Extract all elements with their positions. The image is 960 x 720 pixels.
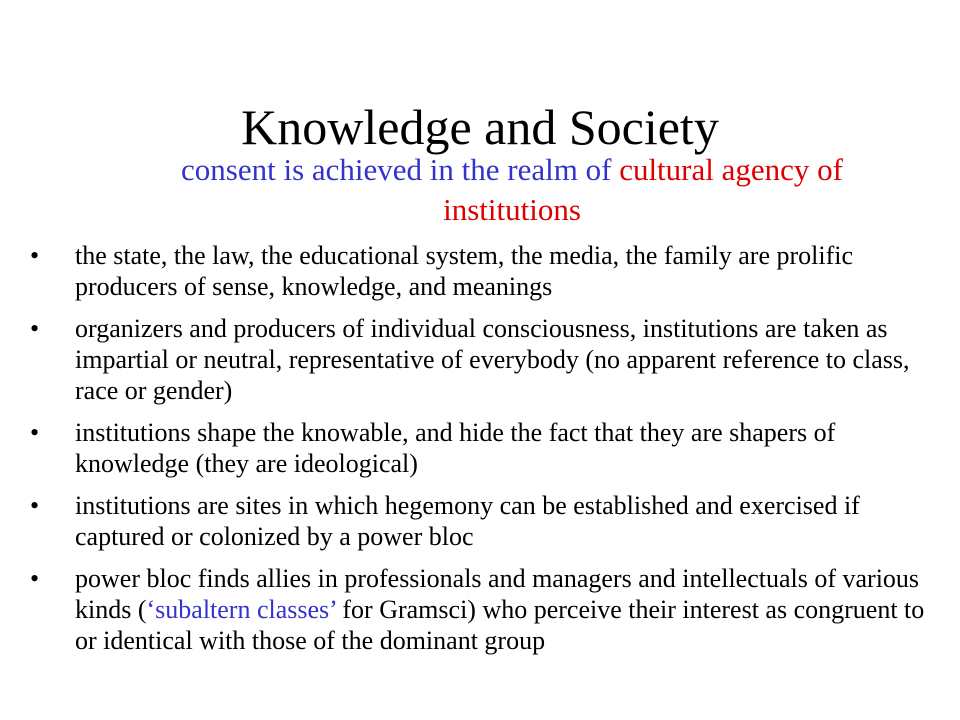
bullet-text: organizers and producers of individual consciousness, institutions are taken as impartial or neutral, representative of everybody (no apparent reference to class, race or gender) xyxy=(75,314,910,405)
bullet-item xyxy=(30,490,945,552)
bullet-text-before: power bloc finds allies in professionals and managers and intellectuals of various kinds ( xyxy=(75,564,920,624)
bullet-dot-icon: • xyxy=(30,564,40,593)
bullet-text: institutions shape the knowable, and hide the fact that they are shapers of knowledge (they are ideological) xyxy=(75,418,836,478)
bullet-list xyxy=(30,240,945,667)
bullet-item xyxy=(30,313,945,406)
bullet-dot-icon: • xyxy=(30,314,40,343)
bullet-dot-icon: • xyxy=(30,491,40,520)
bullet-text-after: for Gramsci) who perceive their interest as congruent to or identical with those of the dominant group xyxy=(75,595,925,655)
bullet-dot-icon: • xyxy=(30,418,40,447)
bullet-text: the state, the law, the educational system, the media, the family are prolific producers of sense, knowledge, and meanings xyxy=(75,241,854,301)
bullet-item xyxy=(30,240,945,302)
bullet-item xyxy=(30,417,945,479)
bullet-dot-icon: • xyxy=(30,241,40,270)
bullet-text xyxy=(75,564,924,655)
subtitle-part-red: cultural agency of institutions xyxy=(443,152,843,227)
slide-subtitle xyxy=(112,150,912,230)
slide-title: Knowledge and Society xyxy=(241,99,719,155)
bullet-text: institutions are sites in which hegemony can be established and exercised if captured or colonized by a power bloc xyxy=(75,491,860,551)
bullet-item xyxy=(30,563,945,656)
bullet-text-highlight: ‘subaltern classes’ xyxy=(146,595,336,624)
subtitle-part-blue: consent is achieved in the realm of xyxy=(181,152,620,187)
